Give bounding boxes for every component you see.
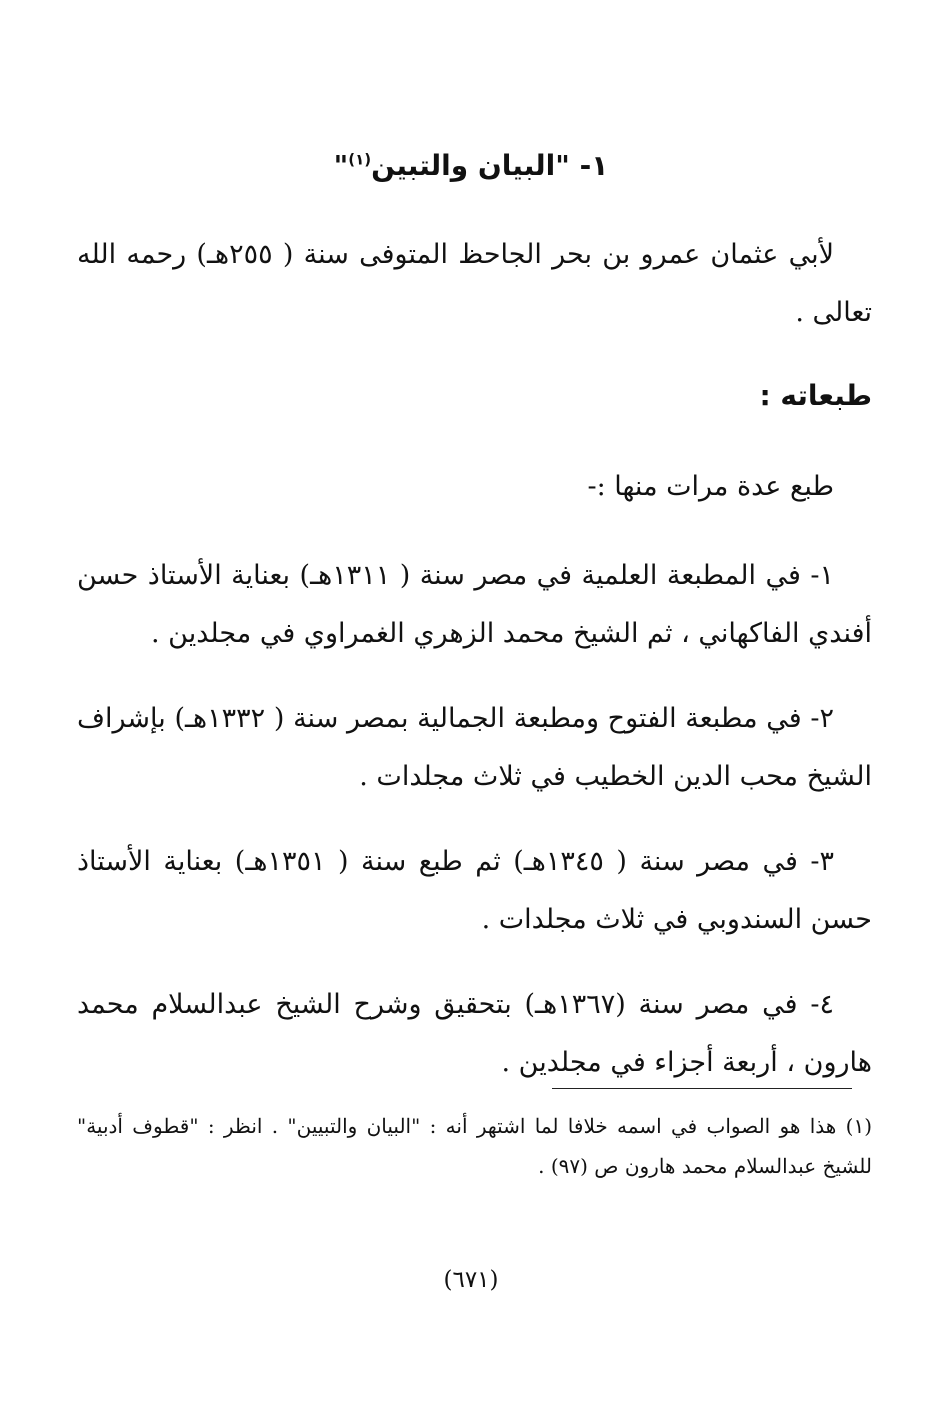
footnote-reference-marker[interactable]: (١) [348,150,372,169]
editions-intro: طبع عدة مرات منها :- [587,471,834,502]
page-number: (٦٧١) [443,1267,499,1293]
footnote: (١) هذا هو الصواب في اسمه خلافا لما اشتهر أنه : "البيان والتبيين" . انظر : "قطوف أدبية" للشيخ عبدالسلام محمد هارون ص (٩٧) . [77,1114,872,1178]
editions-label: طبعاته : [759,379,872,412]
edition-item-4: ٤- في مصر سنة (١٣٦٧هـ) بتحقيق وشرح الشيخ عبدالسلام محمد هارون ، أربعة أجزاء في مجلدين . [77,989,872,1078]
heading-title: ١- "البيان والتبين [371,149,609,182]
edition-item-1: ١- في المطبعة العلمية في مصر سنة ( ١٣١١هـ) بعناية الأستاذ حسن أفندي الفاكهاني ، ثم الشيخ محمد الزهري الغمراوي في مجلدين . [77,560,872,649]
author-paragraph: لأبي عثمان عمرو بن بحر الجاحظ المتوفى سنة ( ٢٥٥هـ) رحمه الله تعالى . [77,239,872,328]
footnote-separator [552,1088,852,1089]
heading-closing-quote: " [333,149,349,182]
section-heading [0,146,942,186]
edition-item-3: ٣- في مصر سنة ( ١٣٤٥هـ) ثم طبع سنة ( ١٣٥١هـ) بعناية الأستاذ حسن السندوبي في ثلاث مجلدات . [77,846,872,935]
edition-item-2: ٢- في مطبعة الفتوح ومطبعة الجمالية بمصر سنة ( ١٣٣٢هـ) بإشراف الشيخ محب الدين الخطيب في ثلاث مجلدات . [77,703,872,792]
